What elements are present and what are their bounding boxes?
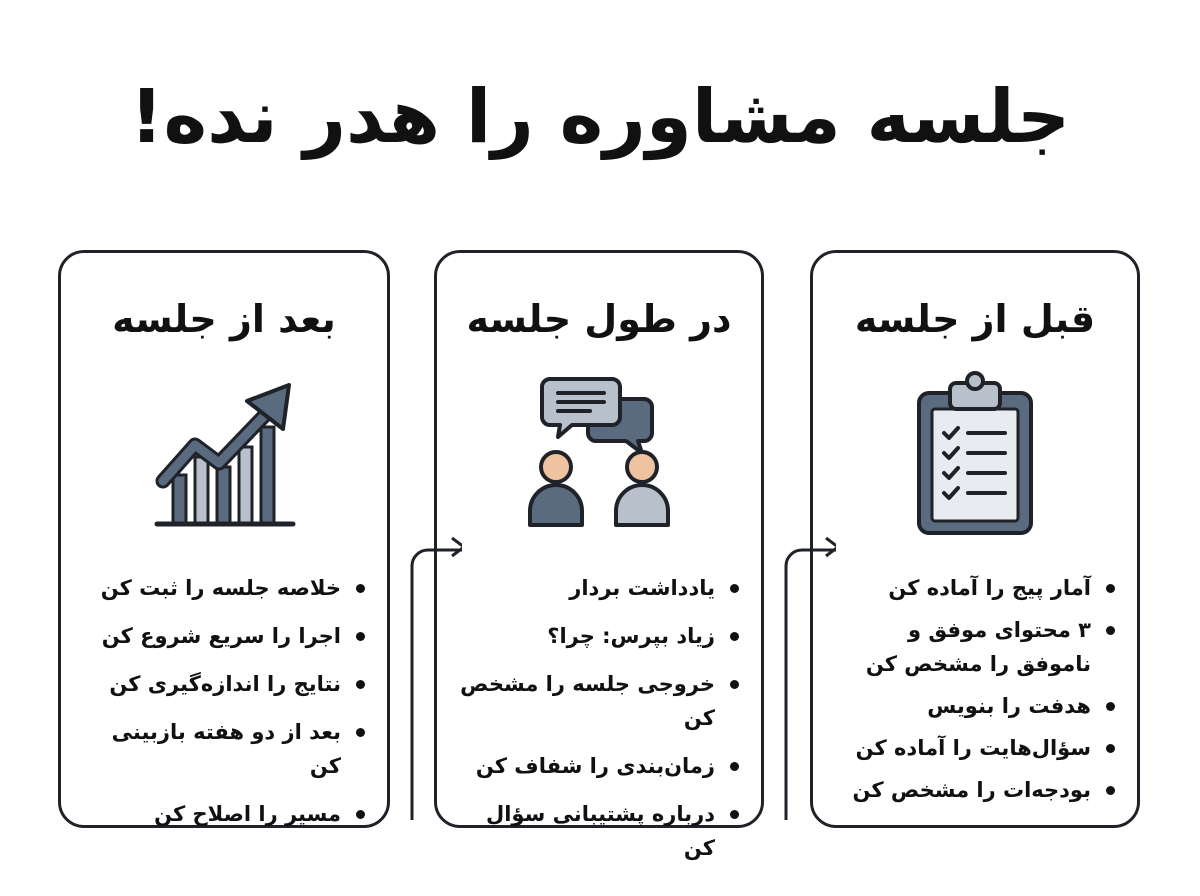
list-item: خلاصه جلسه را ثبت کن [75,571,367,605]
list-item: درباره پشتیبانی سؤال کن [451,797,741,865]
after-list [75,571,367,845]
bullet-icon [1106,786,1115,795]
card-title-after: بعد از جلسه [112,297,336,341]
bullet-icon [730,632,739,641]
list-item: بودجه‌ات را مشخص کن [827,773,1117,807]
bullet-icon [356,584,365,593]
clipboard-checklist-icon [890,371,1060,541]
page-title: جلسه مشاوره را هدر نده! [129,74,1071,160]
bullet-icon [730,680,739,689]
bullet-icon [730,762,739,771]
during-list [451,571,741,879]
list-item: آمار پیج را آماده کن [827,571,1117,605]
card-before-session [810,250,1140,828]
conversation-icon [514,371,684,541]
connector-arrow-icon [756,520,836,850]
bullet-icon [1106,584,1115,593]
list-item: مسیر را اصلاح کن [75,797,367,831]
list-item: اجرا را سریع شروع کن [75,619,367,653]
bullet-icon [1106,626,1115,635]
card-during-session [434,250,764,860]
bullet-icon [1106,744,1115,753]
list-item: نتایج را اندازه‌گیری کن [75,667,367,701]
list-item: ۳ محتوای موفق و ناموفق را مشخص کن [827,613,1117,681]
card-title-before: قبل از جلسه [854,297,1096,341]
list-item: زمان‌بندی را شفاف کن [451,749,741,783]
list-item: سؤال‌هایت را آماده کن [827,731,1117,765]
bullet-icon [356,728,365,737]
card-after-session [58,250,390,828]
bullet-icon [356,680,365,689]
list-item: یادداشت بردار [451,571,741,605]
bullet-icon [730,810,739,819]
before-list [827,571,1117,815]
bullet-icon [356,632,365,641]
bullet-icon [730,584,739,593]
bullet-icon [356,810,365,819]
card-title-during: در طول جلسه [466,297,732,341]
growth-chart-icon [139,371,309,541]
bullet-icon [1106,702,1115,711]
list-item: هدفت را بنویس [827,689,1117,723]
list-item: زیاد بپرس: چرا؟ [451,619,741,653]
list-item: خروجی جلسه را مشخص کن [451,667,741,735]
connector-arrow-icon [382,520,462,850]
list-item: بعد از دو هفته بازبینی کن [75,715,367,783]
